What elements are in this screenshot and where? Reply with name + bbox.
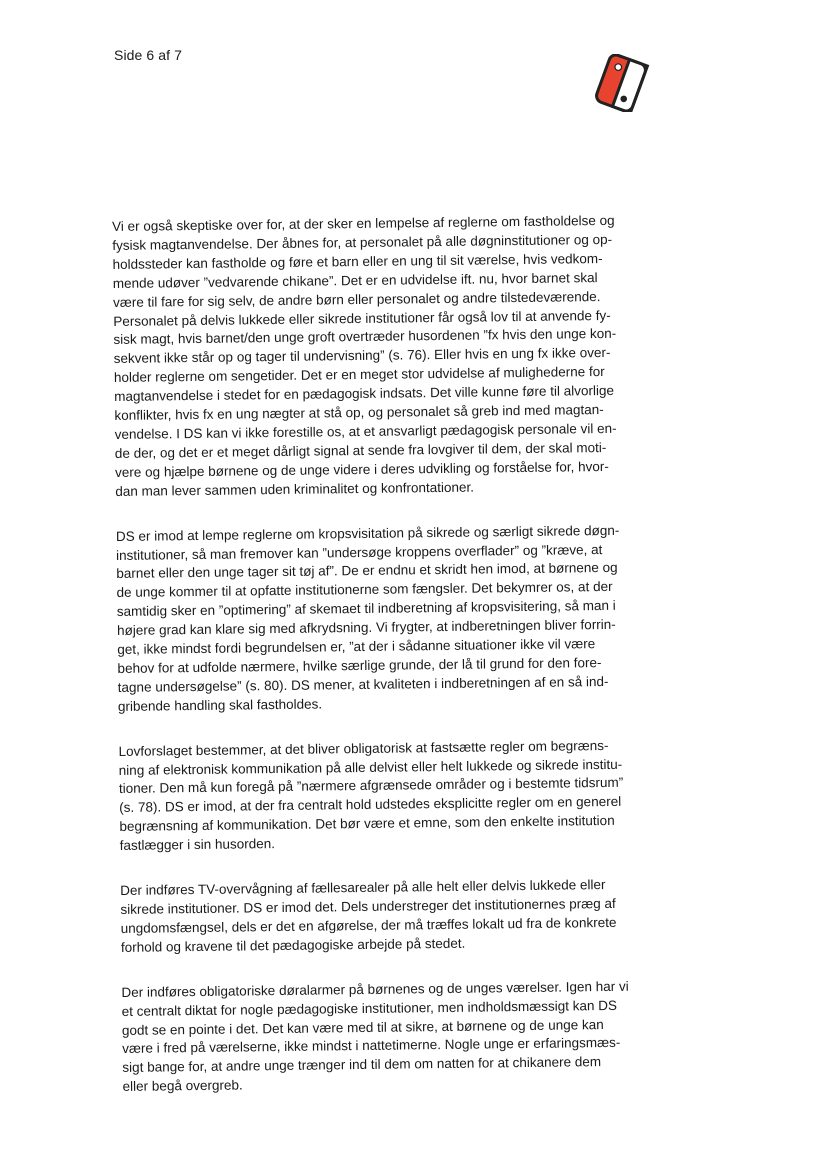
text-line: (s. 78). DS er imod, at der fra centralt hold udstedes eksplicitte regler om en generel [119, 794, 622, 816]
text-line: godt se en pointe i det. Det kan være med til at sikre, at børnene og de unge kan [121, 1016, 604, 1038]
text-line: eller begå overgreb. [122, 1077, 243, 1095]
text-line: dan man lever sammen uden kriminalitet og konfrontationer. [115, 479, 475, 499]
text-line: magtanvendelse i stedet for en pædagogisk indsats. Det ville kunne føre til alvorlige [114, 383, 615, 405]
text-line: tagne undersøgelse” (s. 80). DS mener, at kvaliteten i indberetningen af en så ind- [117, 673, 609, 695]
text-line: forhold og kravene til det pædagogiske arbejde på stedet. [120, 935, 466, 955]
text-line: Der indføres obligatoriske døralarmer på børnenes og de unges værelser. Igen har vi [121, 978, 629, 1000]
text-line: vendelse. I DS kan vi ikke forestille os, at et ansvarligt pædagogisk personale vil en- [114, 420, 617, 442]
ds-red-logo-icon [590, 54, 652, 112]
text-line: gribende handling skal fastholdes. [117, 696, 323, 714]
text-line: fysisk magtanvendelse. Der åbnes for, at personalet på alle døgninstitutioner og op- [112, 231, 613, 253]
text-line: sekvent ikke står op og tager til undervisning” (s. 76). Eller hvis en ung fx ikke over- [113, 345, 611, 367]
text-line: samtidig sker en ”optimering” af skemaet til indberetning af kropsvisitering, så man i [116, 598, 616, 620]
text-line: tioner. Den må kun foregå på ”nærmere afgrænsede områder og i bestemte tidsrum” [118, 775, 624, 797]
text-line: Personalet på delvis lukkede eller sikrede institutioner får også lov til at anvende fy- [113, 307, 611, 329]
text-line: ungdomsfængsel, dels er det en afgørelse, der må træffes lokalt ud fra de konkrete [120, 914, 617, 936]
text-line: et centralt diktat for nogle pædagogiske institutioner, men indholdsmæssigt kan DS [121, 997, 618, 1019]
text-line: sisk magt, hvis barnet/den unge groft overtræder husordenen ”fx hvis den unge kon- [113, 326, 617, 348]
text-line: barnet eller den unge tager sit tøj af”. De er endnu et skridt hen imod, at børnene og [116, 560, 618, 582]
text-line: holder reglerne om sengetider. Det er en meget stor udvidelse af mulighederne for [113, 364, 605, 386]
text-line: være til fare for sig selv, de andre børn eller personalet og andre tilstedeværende. [112, 288, 601, 310]
text-line: vere og hjælpe børnene og de unge videre i deres udvikling og forståelse for, hvor- [115, 458, 609, 480]
text-line: sikrede institutioner. DS er imod det. Dels understreger det institutionernes præg af [120, 895, 616, 917]
paragraph [112, 211, 697, 502]
text-line: institutioner, så man fremover kan ”undersøge kroppens overflader” og ”kræve, at [116, 541, 603, 563]
paragraph [121, 977, 704, 1098]
text-line: de unge kommer til at opfatte institutionerne som fængsler. Det bekymrer os, at der [116, 579, 613, 601]
text-line: sigt bange for, at andre unge trænger ind til dem om natten for at chikanere dem [122, 1054, 602, 1076]
text-line: fastlægger i sin husorden. [119, 836, 276, 854]
body-text [112, 211, 705, 1123]
text-line: behov for at udfolde nærmere, hvilke særlige grunde, der lå til grund for den fore- [117, 654, 602, 676]
text-line: holdssteder kan fastholde og føre et barn eller en ung til sit værelse, hvis vedkom- [112, 250, 603, 272]
text-line: Lovforslaget bestemmer, at det bliver obligatorisk at fastsætte regler om begræns- [118, 737, 609, 759]
ds-logo-icon [590, 54, 652, 112]
text-line: Vi er også skeptiske over for, at der sker en lempelse af reglerne om fastholdelse og [112, 212, 615, 234]
text-line: DS er imod at lempe reglerne om kropsvisitation på sikrede og særligt sikrede døgn- [115, 522, 620, 544]
text-line: ning af elektronisk kommunikation på alle delvist eller helt lukkede og sikrede institu- [118, 756, 623, 778]
text-line: højere grad kan klare sig med afkrydsning. Vi frygter, at indberetningen bliver forrin- [116, 617, 616, 639]
text-line: begrænsning af kommunikation. Det bør være et emne, som den enkelte institution [119, 813, 615, 835]
text-line: de der, og det er et meget dårligt signal at sende fra lovgiver til dem, der skal moti- [114, 439, 607, 461]
paragraph [118, 736, 701, 857]
text-line: Der indføres TV-overvågning af fællesarealer på alle helt eller delvis lukkede eller [120, 877, 606, 899]
paragraph [116, 520, 700, 716]
text-line: get, ikke mindst fordi begrundelsen er, ”at der i sådanne situationer ikke vil være [117, 636, 596, 657]
page-number: Side 6 af 7 [114, 47, 183, 63]
paragraph [120, 875, 703, 958]
text-line: mende udøver ”vedvarende chikane”. Det er en udvidelse ift. nu, hvor barnet skal [112, 269, 598, 291]
text-line: være i fred på værelserne, ikke mindst i nattetimerne. Nogle unge er erfaringsmæs- [122, 1035, 621, 1057]
text-line: konflikter, hvis fx en ung nægter at stå op, og personalet så greb ind med magtan- [114, 402, 604, 424]
